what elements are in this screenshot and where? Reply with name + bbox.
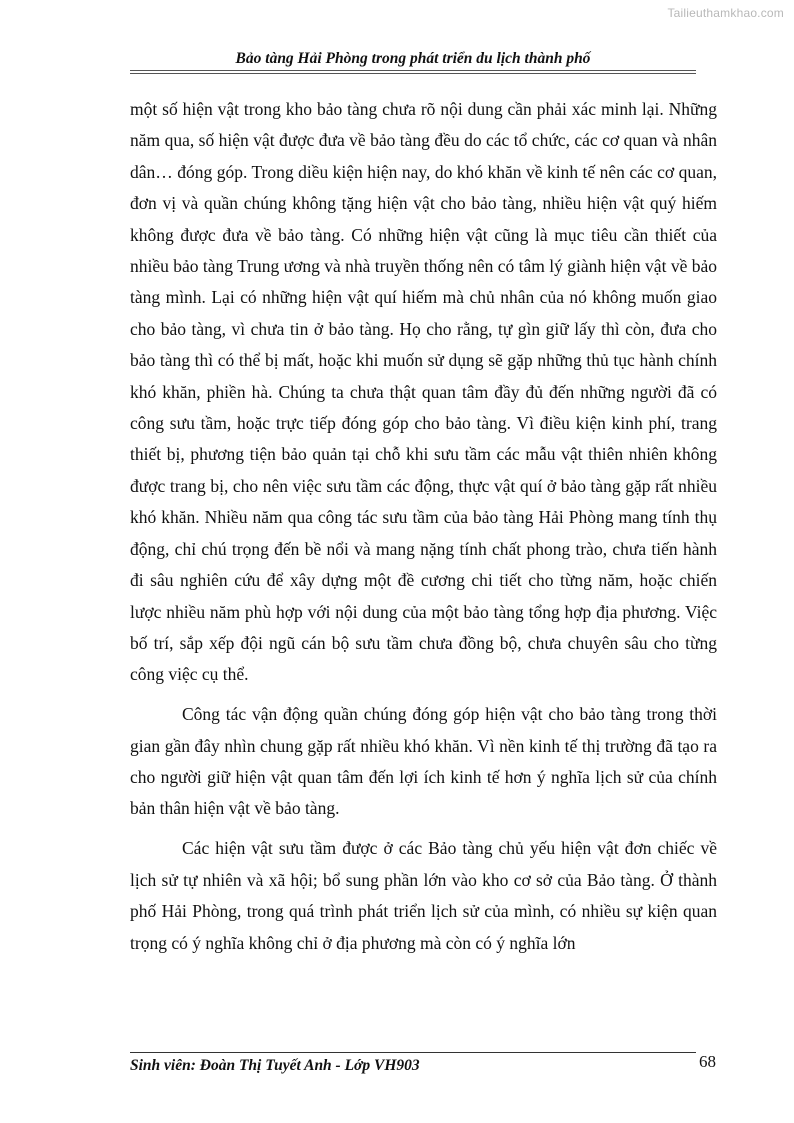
paragraph-1: một số hiện vật trong kho bảo tàng chưa rõ nội dung cần phải xác minh lại. Những năm qua, số hiện vật được đưa về bảo tàng đều do các tổ chức, các cơ quan và nhân dân… đóng góp. Trong diều kiện hiện nay, do khó khăn về kinh tế nên các cơ quan, đơn vị và quần chúng không tặng hiện vật cho bảo tàng, nhiều hiện vật quý hiếm không được đưa về bảo tàng. Có những hiện vật cũng là mục tiêu cần thiết của nhiều bảo tàng Trung ương và nhà truyền thống nên có tâm lý giành hiện vật về bảo tàng mình. Lại có những hiện vật quí hiếm mà chủ nhân của nó không muốn giao cho bảo tàng, vì chưa tin ở bảo tàng. Họ cho rằng, tự gìn giữ lấy thì còn, đưa cho bảo tàng thì có thể bị mất, hoặc khi muốn sử dụng sẽ gặp những thủ tục hành chính khó khăn, phiền hà. Chúng ta chưa thật quan tâm đầy đủ đến những người đã có công sưu tầm, hoặc trực tiếp đóng góp cho bảo tàng. Vì điều kiện kinh phí, trang thiết bị, phương tiện bảo quản tại chỗ khi sưu tầm các mẫu vật thiên nhiên không được trang bị, cho nên việc sưu tầm các động, thực vật quí ở bảo tàng gặp rất nhiều khó khăn. Nhiều năm qua công tác sưu tầm của bảo tàng Hải Phòng mang tính thụ động, chỉ chú trọng đến bề nổi và mang nặng tính chất phong trào, chưa tiến hành đi sâu nghiên cứu để xây dựng một đề cương chi tiết cho từng năm, hoặc chiến lược nhiều năm phù hợp với nội dung của một bảo tàng tổng hợp địa phương. Việc bố trí, sắp xếp đội ngũ cán bộ sưu tầm chưa đồng bộ, chưa chuyên sâu cho từng công việc cụ thể.: [130, 99, 717, 685]
header-divider: [130, 70, 696, 71]
watermark: Tailieuthamkhao.com: [667, 6, 784, 20]
document-body: [130, 94, 717, 959]
paragraph-2: Công tác vận động quần chúng đóng góp hiện vật cho bảo tàng trong thời gian gần đây nhìn chung gặp rất nhiều khó khăn. Vì nền kinh tế thị trường đã tạo ra cho người giữ hiện vật quan tâm đến lợi ích kinh tế hơn ý nghĩa lịch sử của chính bản thân hiện vật về bảo tàng.: [130, 704, 717, 819]
footer-student-info: Sinh viên: Đoàn Thị Tuyết Anh - Lớp VH903: [130, 1057, 420, 1074]
page-header-title: Bảo tàng Hải Phòng trong phát triển du lịch thành phố: [235, 50, 591, 67]
header-divider-secondary: [130, 73, 696, 74]
paragraph-3: Các hiện vật sưu tầm được ở các Bảo tàng chủ yếu hiện vật đơn chiếc về lịch sử tự nhiên và xã hội; bổ sung phần lớn vào kho cơ sở của Bảo tàng. Ở thành phố Hải Phòng, trong quá trình phát triển lịch sử của mình, có nhiều sự kiện quan trọng có ý nghĩa không chỉ ở địa phương mà còn có ý nghĩa lớn: [130, 838, 717, 953]
page-number: 68: [699, 1052, 716, 1071]
footer-divider: [130, 1052, 696, 1053]
